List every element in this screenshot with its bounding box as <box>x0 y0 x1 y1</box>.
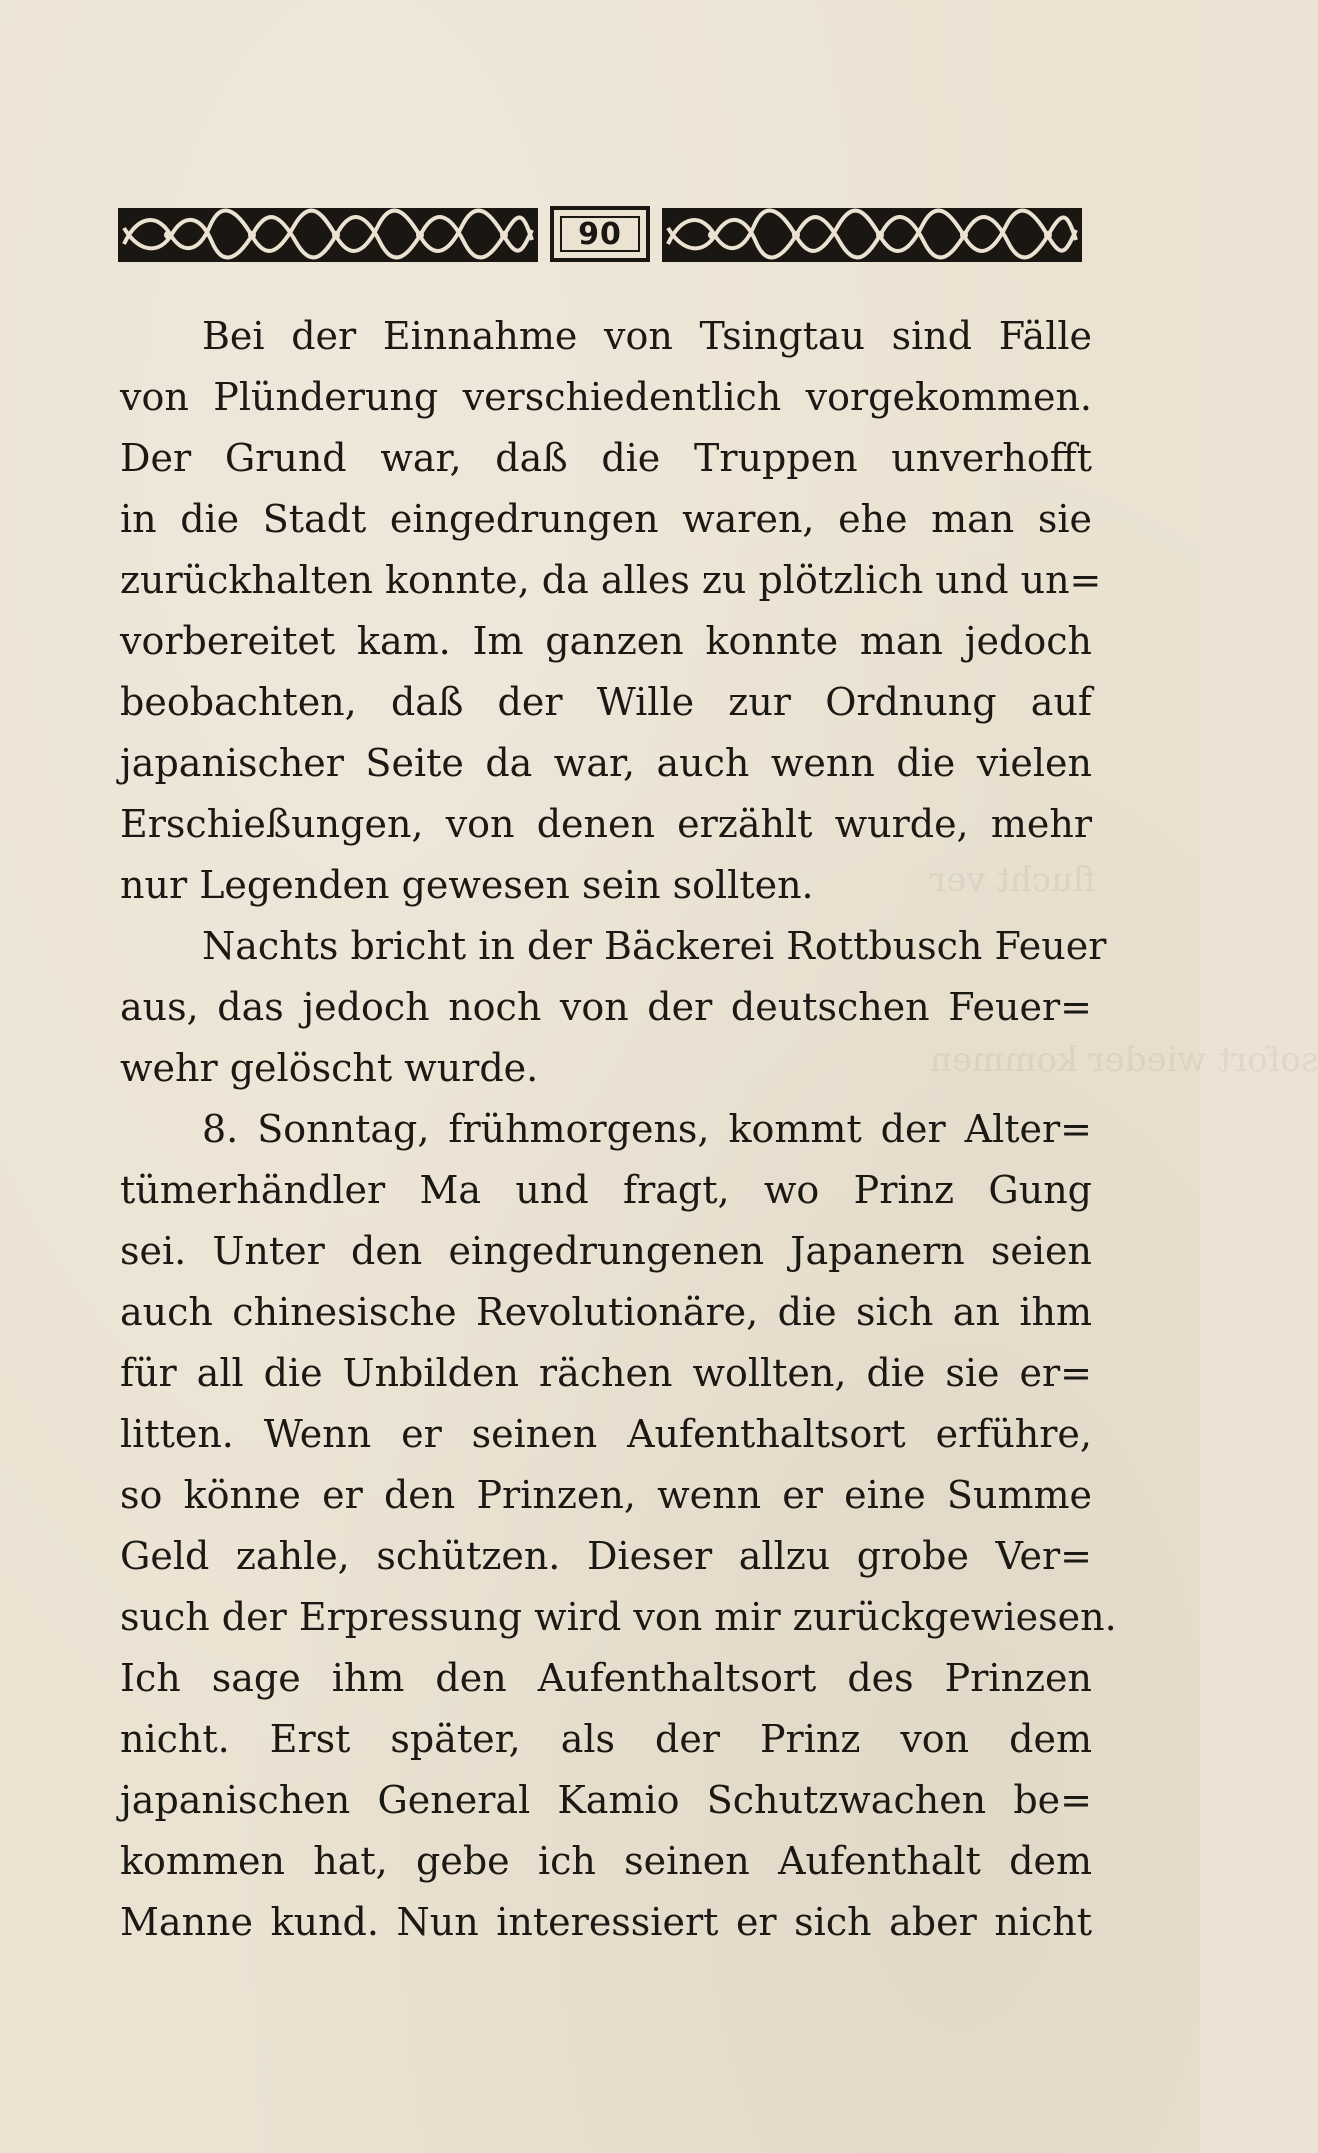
text-line: Bei der Einnahme von Tsingtau sind Fälle <box>202 314 1092 358</box>
text-line: nur Legenden gewesen sein sollten. <box>120 863 814 907</box>
reverse-side-show-through: flucht ver <box>930 860 1096 900</box>
text-line: zurückhalten konnte, da alles zu plötzlich und un= <box>120 558 1102 602</box>
text-line: von Plünderung verschiedentlich vorgekommen. <box>120 375 1092 419</box>
text-line: litten. Wenn er seinen Aufenthaltsort erführe, <box>120 1412 1092 1456</box>
text-line: Erschießungen, von denen erzählt wurde, mehr <box>120 802 1092 846</box>
reverse-side-show-through: sofort wieder kommen <box>930 1040 1318 1080</box>
text-line: in die Stadt eingedrungen waren, ehe man sie <box>120 497 1092 541</box>
header-ornament-left <box>118 204 538 266</box>
text-line: Nachts bricht in der Bäckerei Rottbusch Feuer <box>202 924 1107 968</box>
paragraph <box>120 1099 1117 1953</box>
body-text <box>120 306 1117 1953</box>
text-line: japanischen General Kamio Schutzwachen be= <box>120 1778 1092 1822</box>
text-line: sei. Unter den eingedrungenen Japanern seien <box>120 1229 1092 1273</box>
text-line: für all die Unbilden rächen wollten, die sie er= <box>120 1351 1092 1395</box>
text-line: Manne kund. Nun interessiert er sich aber nicht <box>120 1900 1092 1944</box>
text-line: Ich sage ihm den Aufenthaltsort des Prinzen <box>120 1656 1092 1700</box>
paragraph <box>120 306 1102 916</box>
page-header <box>118 204 1082 266</box>
text-line: tümerhändler Ma und fragt, wo Prinz Gung <box>120 1168 1092 1212</box>
text-line: 8. Sonntag, frühmorgens, kommt der Alter= <box>202 1107 1092 1151</box>
text-line: wehr gelöscht wurde. <box>120 1046 539 1090</box>
text-line: nicht. Erst später, als der Prinz von dem <box>120 1717 1092 1761</box>
text-line: such der Erpressung wird von mir zurückgewiesen. <box>120 1595 1117 1639</box>
text-line: vorbereitet kam. Im ganzen konnte man jedoch <box>120 619 1092 663</box>
text-line: japanischer Seite da war, auch wenn die vielen <box>120 741 1092 785</box>
text-line: Geld zahle, schützen. Dieser allzu grobe Ver= <box>120 1534 1092 1578</box>
text-line: so könne er den Prinzen, wenn er eine Summe <box>120 1473 1092 1517</box>
text-line: beobachten, daß der Wille zur Ordnung auf <box>120 680 1092 724</box>
header-ornament-right <box>662 204 1082 266</box>
page-number-box <box>550 206 650 262</box>
text-line: auch chinesische Revolutionäre, die sich an ihm <box>120 1290 1092 1334</box>
text-line: kommen hat, gebe ich seinen Aufenthalt dem <box>120 1839 1092 1883</box>
text-line: Der Grund war, daß die Truppen unverhofft <box>120 436 1092 480</box>
page-number: 90 <box>578 216 622 252</box>
text-line: aus, das jedoch noch von der deutschen Feuer= <box>120 985 1092 1029</box>
paragraph <box>120 916 1107 1099</box>
